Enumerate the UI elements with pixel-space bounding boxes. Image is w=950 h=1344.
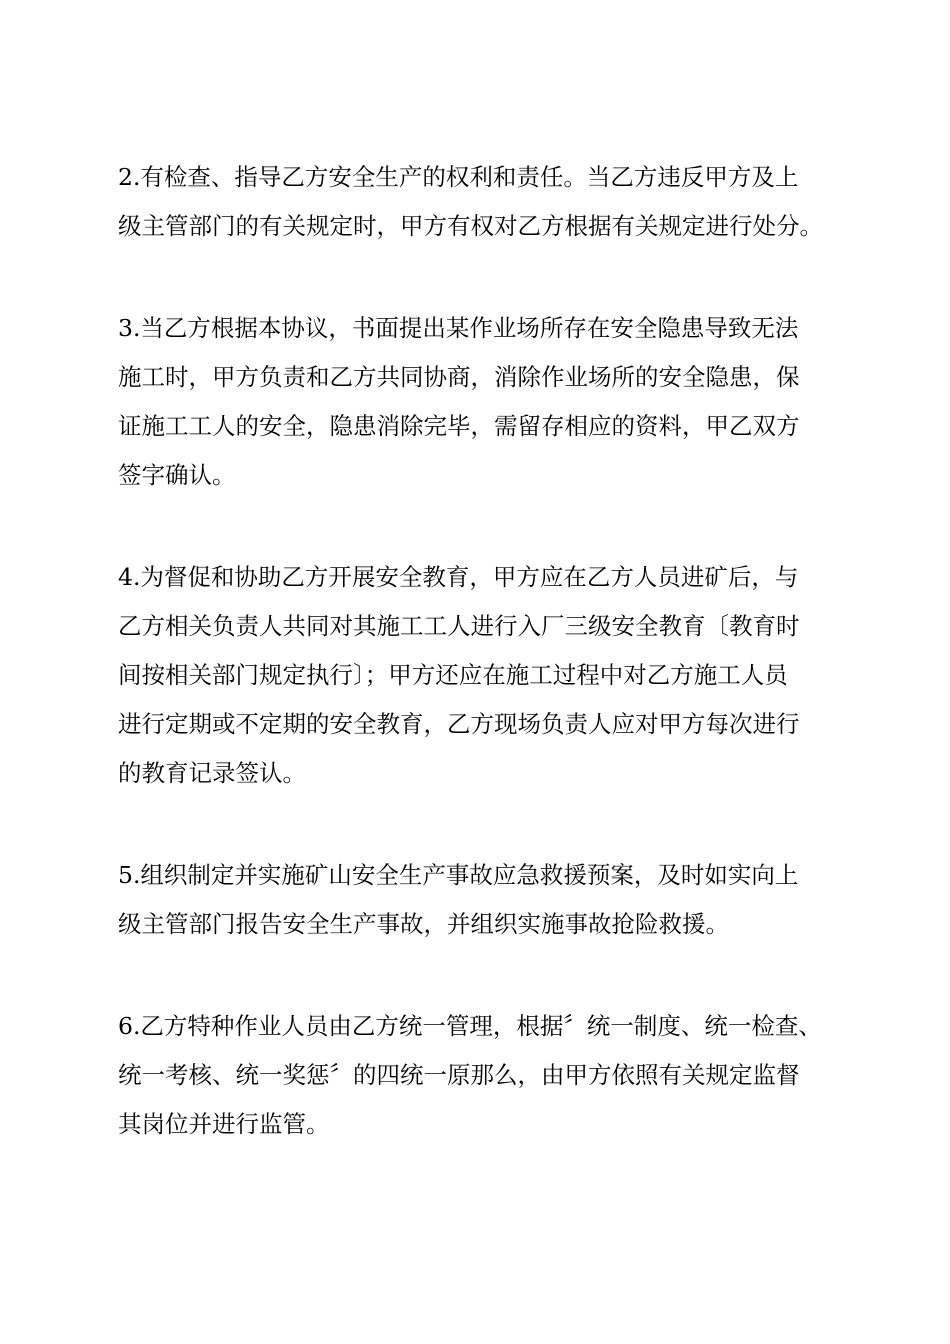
paragraph-2-line-1: 2.有检查、指导乙方安全生产的权利和责任。当乙方违反甲方及上 xyxy=(118,163,799,191)
paragraph-4-line-3: 间按相关部门规定执行〕；甲方还应在施工过程中对乙方施工人员 xyxy=(118,661,788,689)
paragraph-6-line-1: 6.乙方特种作业人员由乙方统一管理，根据〞统一制度、统一检查、 xyxy=(118,1012,822,1040)
paragraph-3-line-2: 施工时，甲方负责和乙方共同协商，消除作业场所的安全隐患，保 xyxy=(118,363,800,391)
paragraph-4-line-1: 4.为督促和协助乙方开展安全教育，甲方应在乙方人员进矿后，与 xyxy=(118,563,799,591)
paragraph-6-line-2: 统一考核、统一奖惩〞的四统一原那么，由甲方依照有关规定监督 xyxy=(118,1061,800,1089)
paragraph-6-line-3: 其岗位并进行监管。 xyxy=(118,1110,330,1138)
paragraph-3-line-4: 签字确认。 xyxy=(118,461,236,489)
paragraph-4-line-5: 的教育记录签认。 xyxy=(118,759,306,787)
paragraph-2-line-2: 级主管部门的有关规定时，甲方有权对乙方根据有关规定进行处分。 xyxy=(118,212,823,240)
paragraph-4-line-4: 进行定期或不定期的安全教育，乙方现场负责人应对甲方每次进行 xyxy=(118,710,800,738)
paragraph-5-line-1: 5.组织制定并实施矿山安全生产事故应急救援预案，及时如实向上 xyxy=(118,861,799,889)
paragraph-4-line-2: 乙方相关负责人共同对其施工工人进行入厂三级安全教育〔教育时 xyxy=(118,612,800,640)
paragraph-3-line-1: 3.当乙方根据本协议，书面提出某作业场所存在安全隐患导致无法 xyxy=(118,314,799,342)
paragraph-3-line-3: 证施工工人的安全，隐患消除完毕，需留存相应的资料，甲乙双方 xyxy=(118,412,800,440)
paragraph-5-line-2: 级主管部门报告安全生产事故，并组织实施事故抢险救援。 xyxy=(118,910,729,938)
